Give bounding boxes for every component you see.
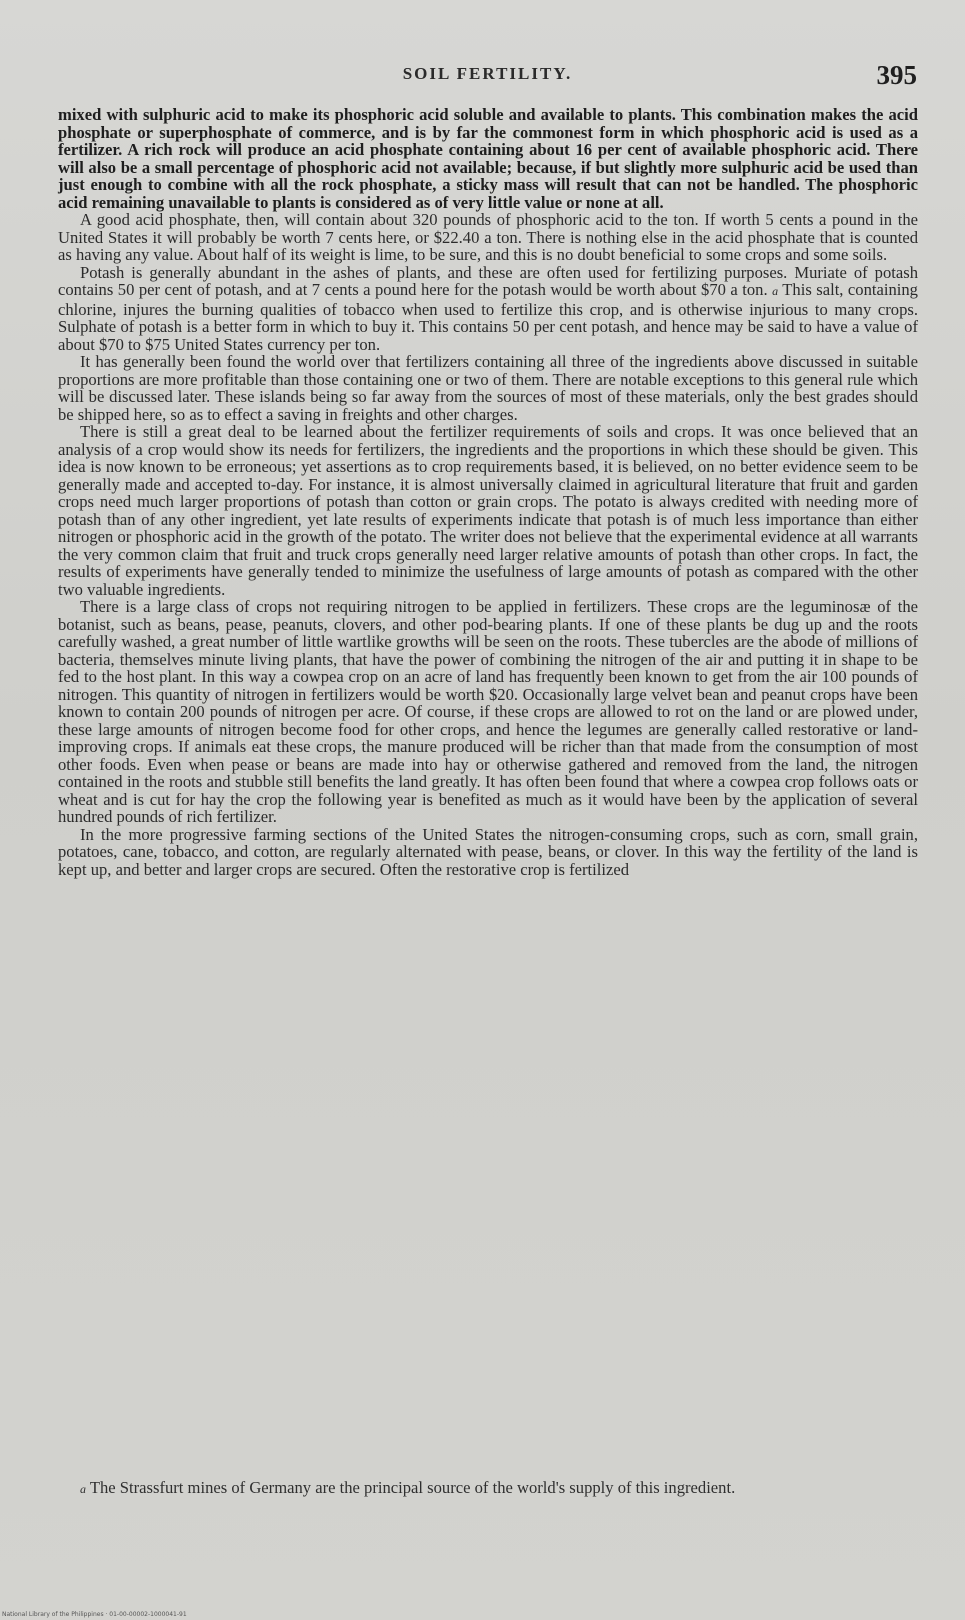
page-number: 395: [876, 60, 917, 90]
paragraph-fertilizer-requirements: There is still a great deal to be learned about the fertilizer requirements of soils and crops. It was once believed that an analysis of a crop would show its needs for fertilizers, the ingredients and the proportions in which these should be given. This idea is now known to be erroneous; yet assertions as to crop requirements based, it is believed, on no better evidence seem to be generally made and accepted to-day. For instance, it is almost universally claimed in agricultural literature that fruit and garden crops need much larger proportions of potash than cotton or grain crops. The potato is always credited with needing more of potash than of any other ingredient, yet late results of experiments indicate that potash is of much less importance than either nitrogen or phosphoric acid in the growth of the potato. The writer does not believe that the experimental evidence at all warrants the very common claim that fruit and truck crops generally need larger relative amounts of potash than other crops. In fact, the results of experiments have generally tended to minimize the usefulness of large amounts of potash as compared with the other two valuable ingredients.: [58, 422, 918, 599]
footnote-marker: a: [80, 1482, 86, 1496]
library-imprint: National Library of the Philippines · 01-00-00002-1000041-91: [2, 1611, 187, 1618]
page-header: [58, 60, 917, 90]
paragraph-complete-fertilizers: It has generally been found the world over that fertilizers containing all three of the ingredients above discussed in suitable proportions are more profitable than those containing one or two of them. There are notable exceptions to this general rule which will be discussed later. These islands being so far away from the sources of most of these materials, only the best grades should be shipped here, so as to effect a saving in freights and other charges.: [58, 352, 918, 424]
paragraph-acid-phosphate: A good acid phosphate, then, will contain about 320 pounds of phosphoric acid to the ton. If worth 5 cents a pound in the United States it will probably be worth 7 cents here, or $22.40 a ton. There is nothing else in the acid phosphate that is counted as having any value. About half of its weight is lime, to be sure, and this is no doubt beneficial to some crops and some soils.: [58, 210, 918, 264]
paragraph-potash-text: Potash is generally abundant in the ashes of plants, and these are often used for fertilizing purposes. Muriate of potash contains 50 per cent of potash, and at 7 cents a pound here for the potash would be worth about $70 a ton.: [58, 262, 918, 299]
paragraph-continued: mixed with sulphuric acid to make its phosphoric acid soluble and available to plants. This combination makes the acid phosphate or superphosphate of commerce, and is by far the commonest form in which phosphoric acid is used as a fertilizer. A rich rock will produce an acid phosphate containing about 16 per cent of available phosphoric acid. There will also be a small percentage of phosphoric acid not available; because, if but slightly more sulphuric acid be used than just enough to combine with all the rock phosphate, a sticky mass will result that can not be handled. The phosphoric acid remaining unavailable to plants is considered as of very little value or none at all.: [58, 105, 918, 212]
footnote: [58, 1478, 918, 1499]
paragraph-potash-text-cont: This salt, containing chlorine, injures the burning qualities of tobacco when used to fertilize this crop, and is otherwise injurious to many crops. Sulphate of potash is a better form in which to buy it. This contains 50 per cent potash, and hence may be said to have a value of about $70 to $75 United States currency per ton.: [58, 280, 918, 354]
footnote-reference: a: [772, 284, 779, 298]
paragraph-potash: [58, 264, 918, 354]
running-head: SOIL FERTILITY.: [402, 64, 573, 83]
body-text: [58, 106, 918, 878]
footnote-text: The Strassfurt mines of Germany are the principal source of the world's supply of this ingredient.: [89, 1478, 736, 1497]
paragraph-crop-rotation: In the more progressive farming sections of the United States the nitrogen-consuming crops, such as corn, small grain, potatoes, cane, tobacco, and cotton, are regularly alternated with pease, beans, or clover. In this way the fertility of the land is kept up, and better and larger crops are secured. Often the restorative crop is fertilized: [58, 824, 918, 879]
paragraph-legumes: There is a large class of crops not requiring nitrogen to be applied in fertilizers. These crops are the leguminosæ of the botanist, such as beans, pease, peanuts, clovers, and other pod-bearing plants. If one of these plants be dug up and the roots carefully washed, a great number of little wartlike growths will be seen on the roots. These tubercles are the abode of millions of bacteria, themselves minute living plants, that have the power of combining the nitrogen of the air and putting it in shape to be fed to the host plant. In this way a cowpea crop on an acre of land has frequently been known to get from the air 100 pounds of nitrogen. This quantity of nitrogen in fertilizers would be worth $20. Occasionally large velvet bean and peanut crops have been known to contain 200 pounds of nitrogen per acre. Of course, if these crops are allowed to rot on the land or are plowed under, these large amounts of nitrogen become food for other crops, and hence the legumes are generally called restorative or land-improving crops. If animals eat these crops, the manure produced will be richer than that made from the consumption of most other foods. Even when pease or beans are made into hay or otherwise gathered and removed from the land, the nitrogen contained in the roots and stubble still benefits the land greatly. It has often been found that where a cowpea crop follows oats or wheat and is cut for hay the crop the following year is benefited as much as it would have been by the application of several hundred pounds of rich fertilizer.: [58, 597, 918, 826]
